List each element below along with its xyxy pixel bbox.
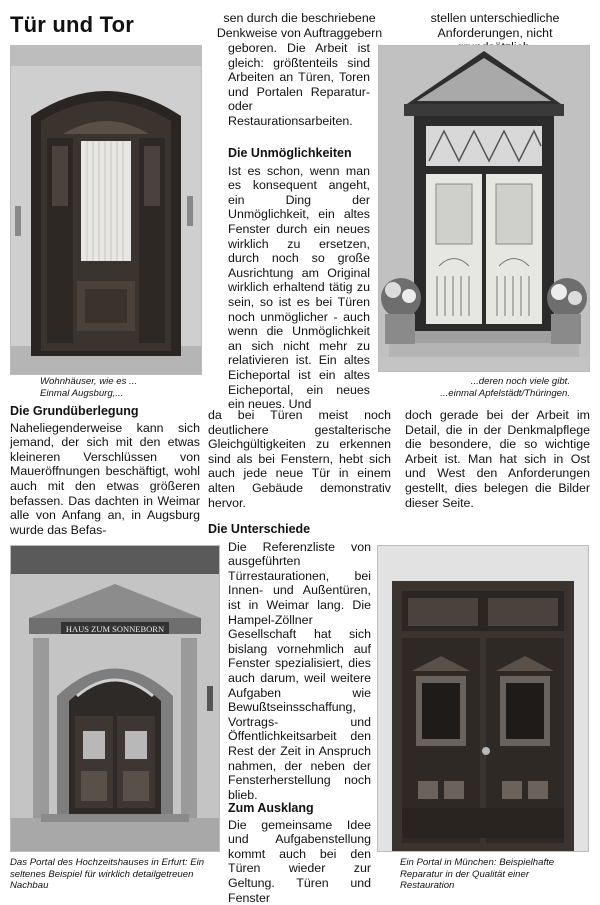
caption-line: Einmal Augsburg,... — [40, 387, 124, 399]
column-3-text: doch gerade bei der Arbeit im Detail, die in der Denkmalpflege die besondere, die so wichtige Arbeit ist. Man hat sich in Ost und West den Anforderungen gestellt, dies belegen die Bilder dieser Seite. — [405, 408, 590, 510]
text-grundueberlegung: Naheliegenderweise kann sich jemand, der sich mit den etwas kleineren Verschlüssen von Maueröffnungen beschäftigt, wohl auch mit den etwas größeren befassen. Das dachten in Weimar alle von Anfang an, in Augsburg wurde das Befas- — [10, 420, 200, 537]
page-title: Tür und Tor — [10, 12, 134, 37]
portal-sign: HAUS ZUM SONNEBORN — [65, 624, 165, 634]
heading-unterschiede: Die Unterschiede — [208, 522, 311, 536]
photo-muenchen-door — [377, 545, 589, 852]
section-ausklang — [228, 801, 371, 905]
column-2-continuation: sen durch die beschriebene Denkweise von Auftraggebern — [216, 11, 383, 40]
section-grundueberlegung — [10, 404, 200, 537]
heading-grundueberlegung: Die Grundüberlegung — [10, 404, 139, 418]
caption-augsburg — [40, 376, 200, 399]
caption-line: Wohnhäuser, wie es ... — [40, 376, 138, 387]
caption-line: ...deren noch viele gibt. — [470, 376, 570, 387]
caption-erfurt: Das Portal des Hochzeitshauses in Erfurt: Ein seltenes Beispiel für wirklich detailgetreuen Nachbau — [10, 857, 205, 891]
text-unmoeglichkeiten-wide: da bei Türen meist noch deutlichere gestalterische Gleichgültigkeiten zu erkennen sind als bei Fenstern, hebt sich auch jede neue Tür in einem alten Gebäude demonstrativ hervor. — [208, 408, 391, 510]
text-unmoeglichkeiten: Ist es schon, wenn man es konsequent angeht, ein Ding der Unmöglichkeit, ein altes Fenster durch ein neues wirklich zu ersetzen, durch noch so große Ausrichtung am Original wirklich erhaltend tätig zu sein, so ist es bei Türen noch unmöglicher - auch wenn die Unmöglichkeit an sich nicht mehr zu relativieren ist. Ein altes Eicheportal ist ein altes Eicheportal, ein neues ein neues. Und — [228, 163, 370, 412]
caption-muenchen: Ein Portal in München: Beispielhafte Reparatur in der Qualität einer Restauration — [400, 857, 555, 891]
section-unmoeglichkeiten — [228, 146, 370, 412]
photo-apfelstaedt-door — [378, 45, 590, 372]
text-ausklang: Die gemeinsame Idee und Aufgabenstellung kommt auch bei den Türen wieder zur Geltung. Türen und Fenster — [228, 817, 371, 905]
section-unterschiede — [208, 522, 371, 802]
text-unterschiede: Die Referenzliste von ausgeführten Türrestaurationen, bei Innen- und Außentüren, ist in Weimar lang. Die Hampel-Zöllner Gesellschaft hat sich bislang vornehmlich auf Fenster spezialisiert, dies auch darum, weil weitere Aufgaben wie Bewußtseinsschaffung, Vortrags- und Öffentlichkeitsarbeit den Rest der Zeit in Anspruch nahmen, der neben der Fensterherstellung noch blieb. — [228, 539, 371, 802]
caption-line: ...einmal Apfelstädt/Thüringen. — [440, 387, 570, 399]
heading-ausklang: Zum Ausklang — [228, 801, 314, 815]
column-2-intro-text: geboren. Die Arbeit ist gleich: größtenteils sind Arbeiten an Türen, Toren und Portalen Reparatur- oder Restaurationsarbeiten. — [228, 41, 370, 128]
heading-unmoeglichkeiten: Die Unmöglichkeiten — [228, 146, 352, 160]
column-3-continuation: stellen unterschiedliche Anforderungen, nicht — [430, 11, 560, 40]
photo-augsburg-door — [10, 45, 202, 375]
caption-apfelstaedt — [400, 376, 570, 399]
photo-erfurt-portal — [10, 545, 220, 852]
